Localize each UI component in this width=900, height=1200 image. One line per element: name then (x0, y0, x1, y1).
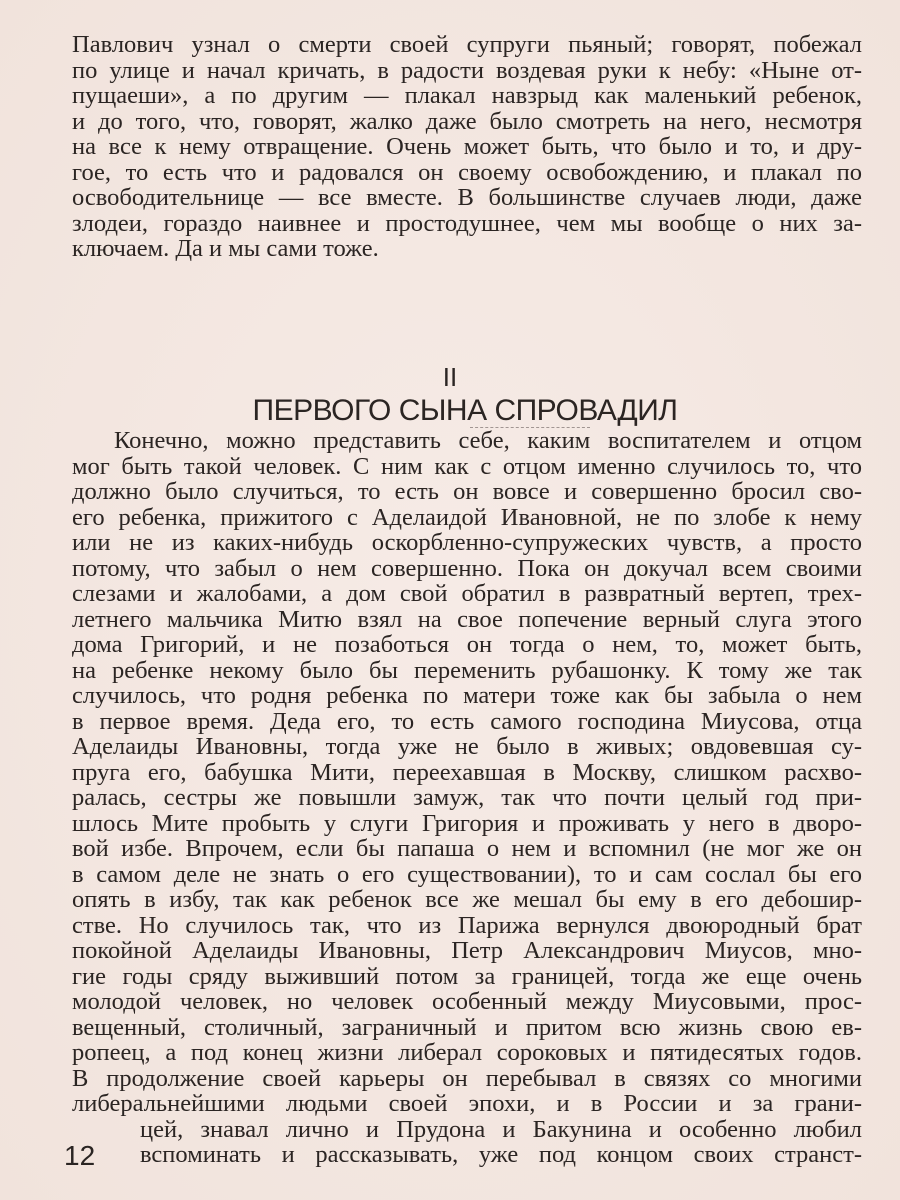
text-line: злодеи, гораздо наивнее и простодушнее, чем мы вообще о них за- (72, 209, 862, 237)
text-line: покойной Аделаиды Ивановны, Петр Александрович Миусов, мно- (72, 937, 862, 964)
text-line: шлось Мите пробыть у слуги Григория и проживать у него в дворо- (72, 809, 862, 837)
text-line: мог быть такой человек. С ним как с отцом именно случилось то, что (72, 452, 862, 480)
text-line: должно было случиться, то есть он вовсе и совершенно бросил сво- (72, 478, 862, 505)
text-line: освободительнице — все вместе. В большинстве случаев люди, даже (72, 184, 862, 211)
page-number: 12 (64, 1140, 96, 1171)
text-line: слезами и жалобами, а дом свой обратил в развратный вертеп, трех- (72, 580, 862, 607)
text-line: его ребенка, прижитого с Аделаидой Ивановной, не по злобе к нему (72, 503, 862, 531)
chapter-number: II (442, 362, 458, 392)
text-line: в первое время. Деда его, то есть самого господина Миусова, отца (72, 707, 862, 735)
text-line: гое, то есть что и радовался он своему освобождению, и плакал по (72, 158, 862, 186)
text-line: дома Григорий, и не позаботься он тогда о нем, то, может быть, (72, 631, 862, 658)
text-line: потому, что забыл о нем совершенно. Пока он докучал всем своими (72, 554, 862, 582)
text-line: вещенный, столичный, заграничный и притом всю жизнь свою ев- (72, 1013, 862, 1041)
text-line: вой избе. Впрочем, если бы папаша о нем и вспомнил (не мог же он (72, 835, 862, 862)
text-line: В продолжение своей карьеры он перебывал в связях со многими (72, 1064, 862, 1092)
chapter-title: ПЕРВОГО СЫНА СПРОВАДИЛ (252, 394, 678, 427)
text-line: стве. Но случилось так, что из Парижа вернулся двоюродный брат (72, 911, 862, 939)
text-line: гие годы сряду выживший потом за границей, тогда же еще очень (72, 962, 862, 990)
text-line: опять в избу, так как ребенок все же мешал бы ему в его дебошир- (72, 886, 862, 913)
text-line: Павлович узнал о смерти своей супруги пьяный; говорят, побежал (72, 31, 862, 58)
text-line: цей, знавал лично и Прудона и Бакунина и особенно любил (140, 1115, 862, 1143)
paragraph-2 (72, 428, 862, 1168)
text-line: ключаем. Да и мы сами тоже. (72, 235, 379, 262)
text-line: пущаеши», а по другим — плакал навзрыд как маленький ребенок, (72, 82, 862, 109)
text-line: или не из каких-нибудь оскорбленно-супружеских чувств, а просто (72, 529, 862, 556)
text-line: ралась, сестры же повышли замуж, так что почти целый год при- (72, 784, 862, 811)
text-line: Конечно, можно представить себе, каким воспитателем и отцом (114, 427, 862, 454)
text-line: случилось, что родня ребенка по матери тоже как бы забыла о нем (72, 682, 862, 709)
text-line: и до того, что, говорят, жалко даже было смотреть на него, несмотря (72, 107, 862, 135)
text-line: ропеец, а под конец жизни либерал сороковых и пятидесятых годов. (72, 1039, 862, 1066)
paragraph-1 (72, 32, 862, 262)
text-line: Аделаиды Ивановны, тогда уже не было в живых; овдовевшая су- (72, 733, 862, 760)
text-line: на все к нему отвращение. Очень может быть, что было и то, и дру- (72, 133, 862, 160)
text-line: либеральнейшими людьми своей эпохи, и в России и за грани- (72, 1090, 862, 1117)
text-line: по улице и начал кричать, в радости воздевая руки к небу: «Ныне от- (72, 56, 862, 84)
text-line: на ребенке некому было бы переменить рубашонку. К тому же так (72, 656, 862, 684)
text-line: молодой человек, но человек особенный между Миусовыми, прос- (72, 988, 862, 1015)
text-line: вспоминать и рассказывать, уже под концом своих странст- (140, 1141, 862, 1168)
text-line: летнего мальчика Митю взял на свое попечение верный слуга этого (72, 605, 862, 633)
text-line: в самом деле не знать о его существовании), то и сам сослал бы его (72, 860, 862, 888)
text-line: пруга его, бабушка Мити, переехавшая в Москву, слишком расхво- (72, 758, 862, 786)
